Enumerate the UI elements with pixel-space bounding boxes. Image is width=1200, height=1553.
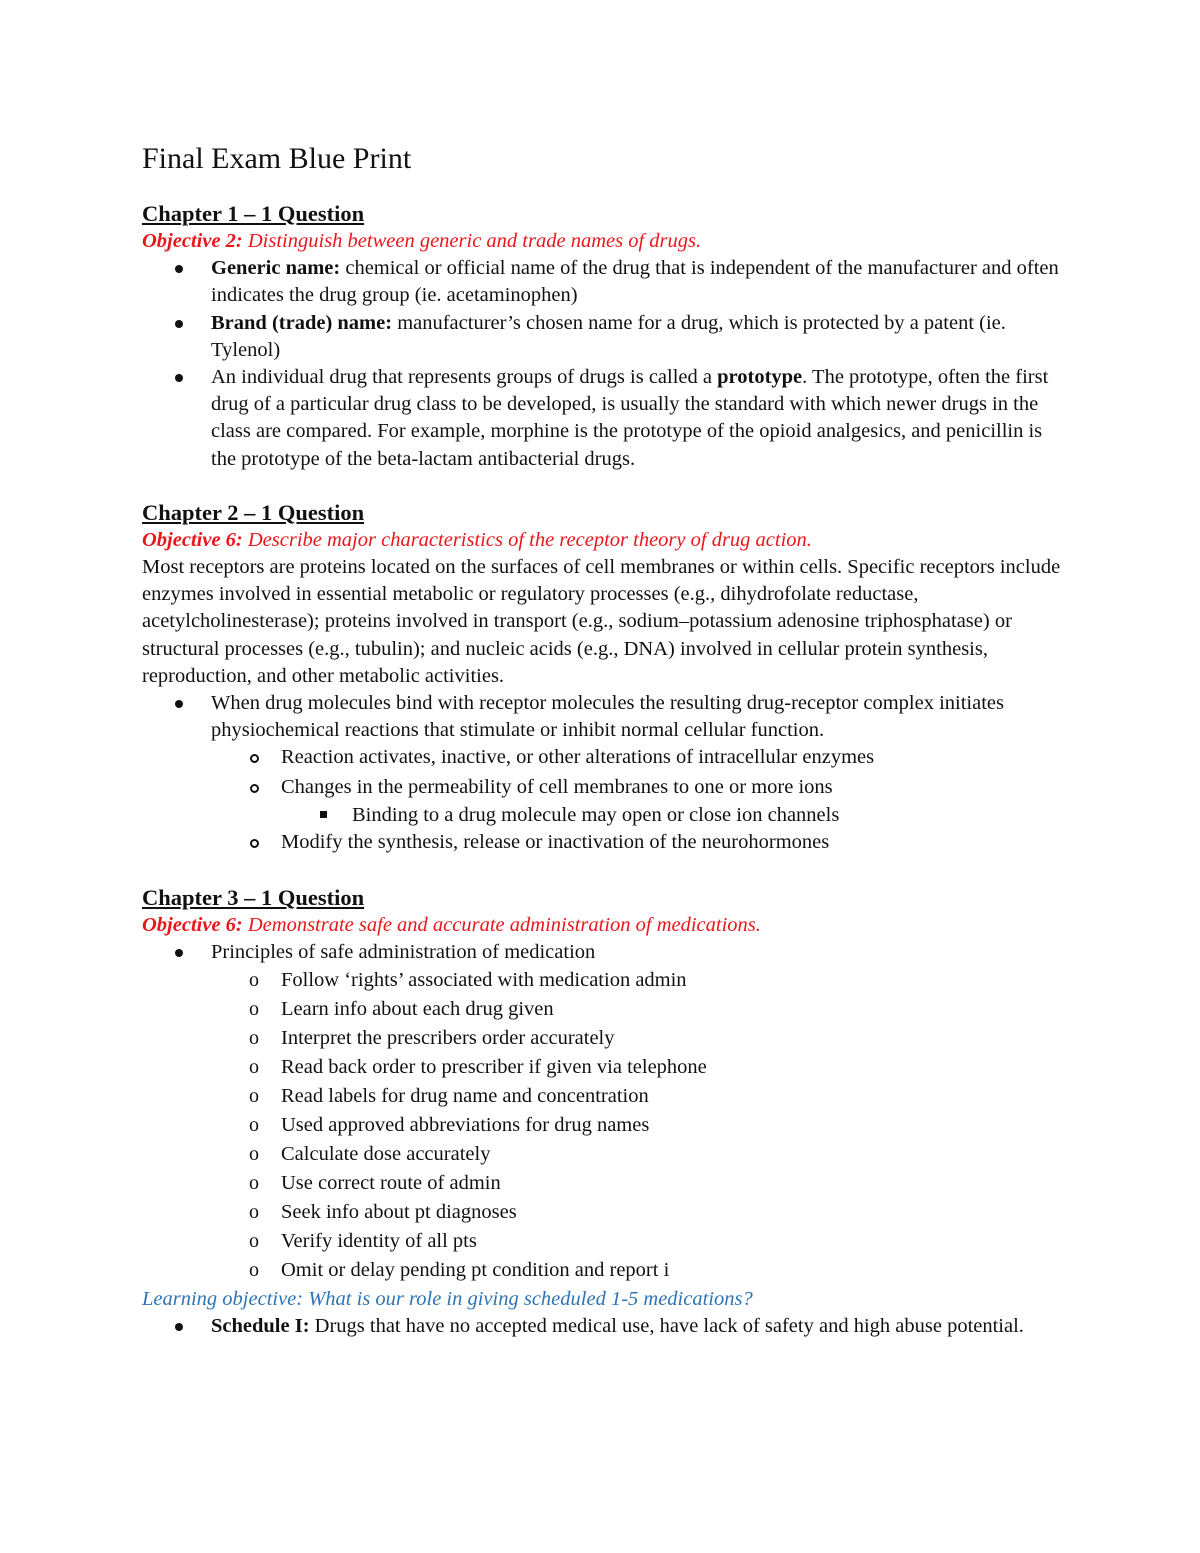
list-item: o Use correct route of admin	[142, 1170, 1072, 1197]
prototype-text-post: . The prototype, often the first drug of a particular drug class to be developed, is usually the standard with which newer drugs in the class are compared. For example, morphine is the prototype of the opioid analgesics, and penicillin is the prototype of the beta-lactam antibacterial drugs.	[211, 366, 1049, 470]
chapter-1-heading: Chapter 1 – 1 Question	[142, 201, 365, 226]
schedule-bullets	[142, 1313, 1072, 1340]
term-prototype: prototype	[717, 366, 803, 389]
list-item: o Verify identity of all pts	[142, 1228, 1072, 1255]
chapter-3-heading: Chapter 3 – 1 Question	[142, 885, 365, 911]
list-item: o Interpret the prescribers order accurately	[142, 1025, 1072, 1052]
list-item: Principles of safe administration of medication	[142, 939, 1072, 966]
list-item: o Learn info about each drug given	[142, 996, 1072, 1023]
objective-label: Objective 2:	[142, 230, 243, 252]
objective-label: Objective 6:	[142, 914, 243, 937]
list-item: When drug molecules bind with receptor molecules the resulting drug-receptor complex initiates physiochemical reactions that stimulate or inhibit normal cellular function.	[142, 690, 1072, 744]
term-brand-name: Brand (trade) name:	[211, 311, 393, 334]
chapter-2-objective	[142, 527, 1072, 554]
list-item: o Used approved abbreviations for drug names	[142, 1112, 1072, 1139]
definition-text: manufacturer’s chosen name for a drug, which is protected by a patent (ie. Tylenol)	[211, 311, 1006, 361]
term-schedule-i: Schedule I:	[211, 1314, 310, 1337]
objective-label: Objective 6:	[142, 528, 243, 551]
chapter-2-subbullets	[142, 744, 1072, 800]
list-item: o Omit or delay pending pt condition and report i	[142, 1257, 1072, 1284]
safe-admin-principles	[142, 967, 1072, 1284]
receptor-paragraph: Most receptors are proteins located on the surfaces of cell membranes or within cells. Specific receptors include enzymes involved in essential metabolic or regulatory processes (e.g., dihydrofolate reductase, acetylcholinesterase); proteins involved in transport (e.g., sodium–potassium adenosine triphosphatase) or structural processes (e.g., tubulin); and nucleic acids (e.g., DNA) involved in cellular protein synthesis, reproduction, and other metabolic activities.	[142, 556, 1061, 687]
definition-text: Drugs that have no accepted medical use, have lack of safety and high abuse potential.	[309, 1314, 1024, 1337]
list-item: Changes in the permeability of cell membranes to one or more ions	[142, 774, 1072, 801]
prototype-text-pre: An individual drug that represents groups of drugs is called a	[211, 366, 718, 389]
chapter-1-section	[142, 200, 1072, 473]
term-generic-name: Generic name:	[211, 257, 341, 280]
chapter-3-objective	[142, 912, 1072, 939]
objective-text: Distinguish between generic and trade names of drugs.	[242, 230, 702, 252]
chapter-3-bullets	[142, 939, 1072, 966]
list-item: o Seek info about pt diagnoses	[142, 1199, 1072, 1226]
chapter-2-section	[142, 499, 1072, 856]
list-item	[142, 364, 1072, 473]
list-item	[142, 310, 1072, 364]
document-body	[142, 140, 1072, 1340]
chapter-1-bullets	[142, 255, 1072, 473]
chapter-2-subsubbullets	[142, 802, 1072, 829]
list-item: o Read back order to prescriber if given via telephone	[142, 1054, 1072, 1081]
objective-text: Demonstrate safe and accurate administration of medications.	[242, 914, 761, 937]
list-item: Reaction activates, inactive, or other alterations of intracellular enzymes	[142, 744, 1072, 771]
definition-text: chemical or official name of the drug that is independent of the manufacturer and often indicates the drug group (ie. acetaminophen)	[211, 257, 1059, 307]
chapter-2-subbullets-2	[142, 829, 1072, 856]
list-item	[142, 255, 1072, 309]
chapter-2-bullets	[142, 690, 1072, 744]
list-item: Binding to a drug molecule may open or close ion channels	[142, 802, 1072, 829]
list-item: o Calculate dose accurately	[142, 1141, 1072, 1168]
list-item: o Read labels for drug name and concentration	[142, 1083, 1072, 1110]
list-item: o Follow ‘rights’ associated with medication admin	[142, 967, 1072, 994]
chapter-3-section	[142, 884, 1072, 1340]
objective-text: Describe major characteristics of the receptor theory of drug action.	[242, 528, 812, 551]
chapter-2-heading: Chapter 2 – 1 Question	[142, 499, 365, 525]
list-item: Modify the synthesis, release or inactivation of the neurohormones	[142, 829, 1072, 856]
list-item	[142, 1313, 1072, 1340]
chapter-1-objective	[142, 228, 1072, 255]
learning-objective: Learning objective: What is our role in giving scheduled 1-5 medications?	[142, 1287, 753, 1310]
page-title: Final Exam Blue Print	[142, 142, 412, 175]
